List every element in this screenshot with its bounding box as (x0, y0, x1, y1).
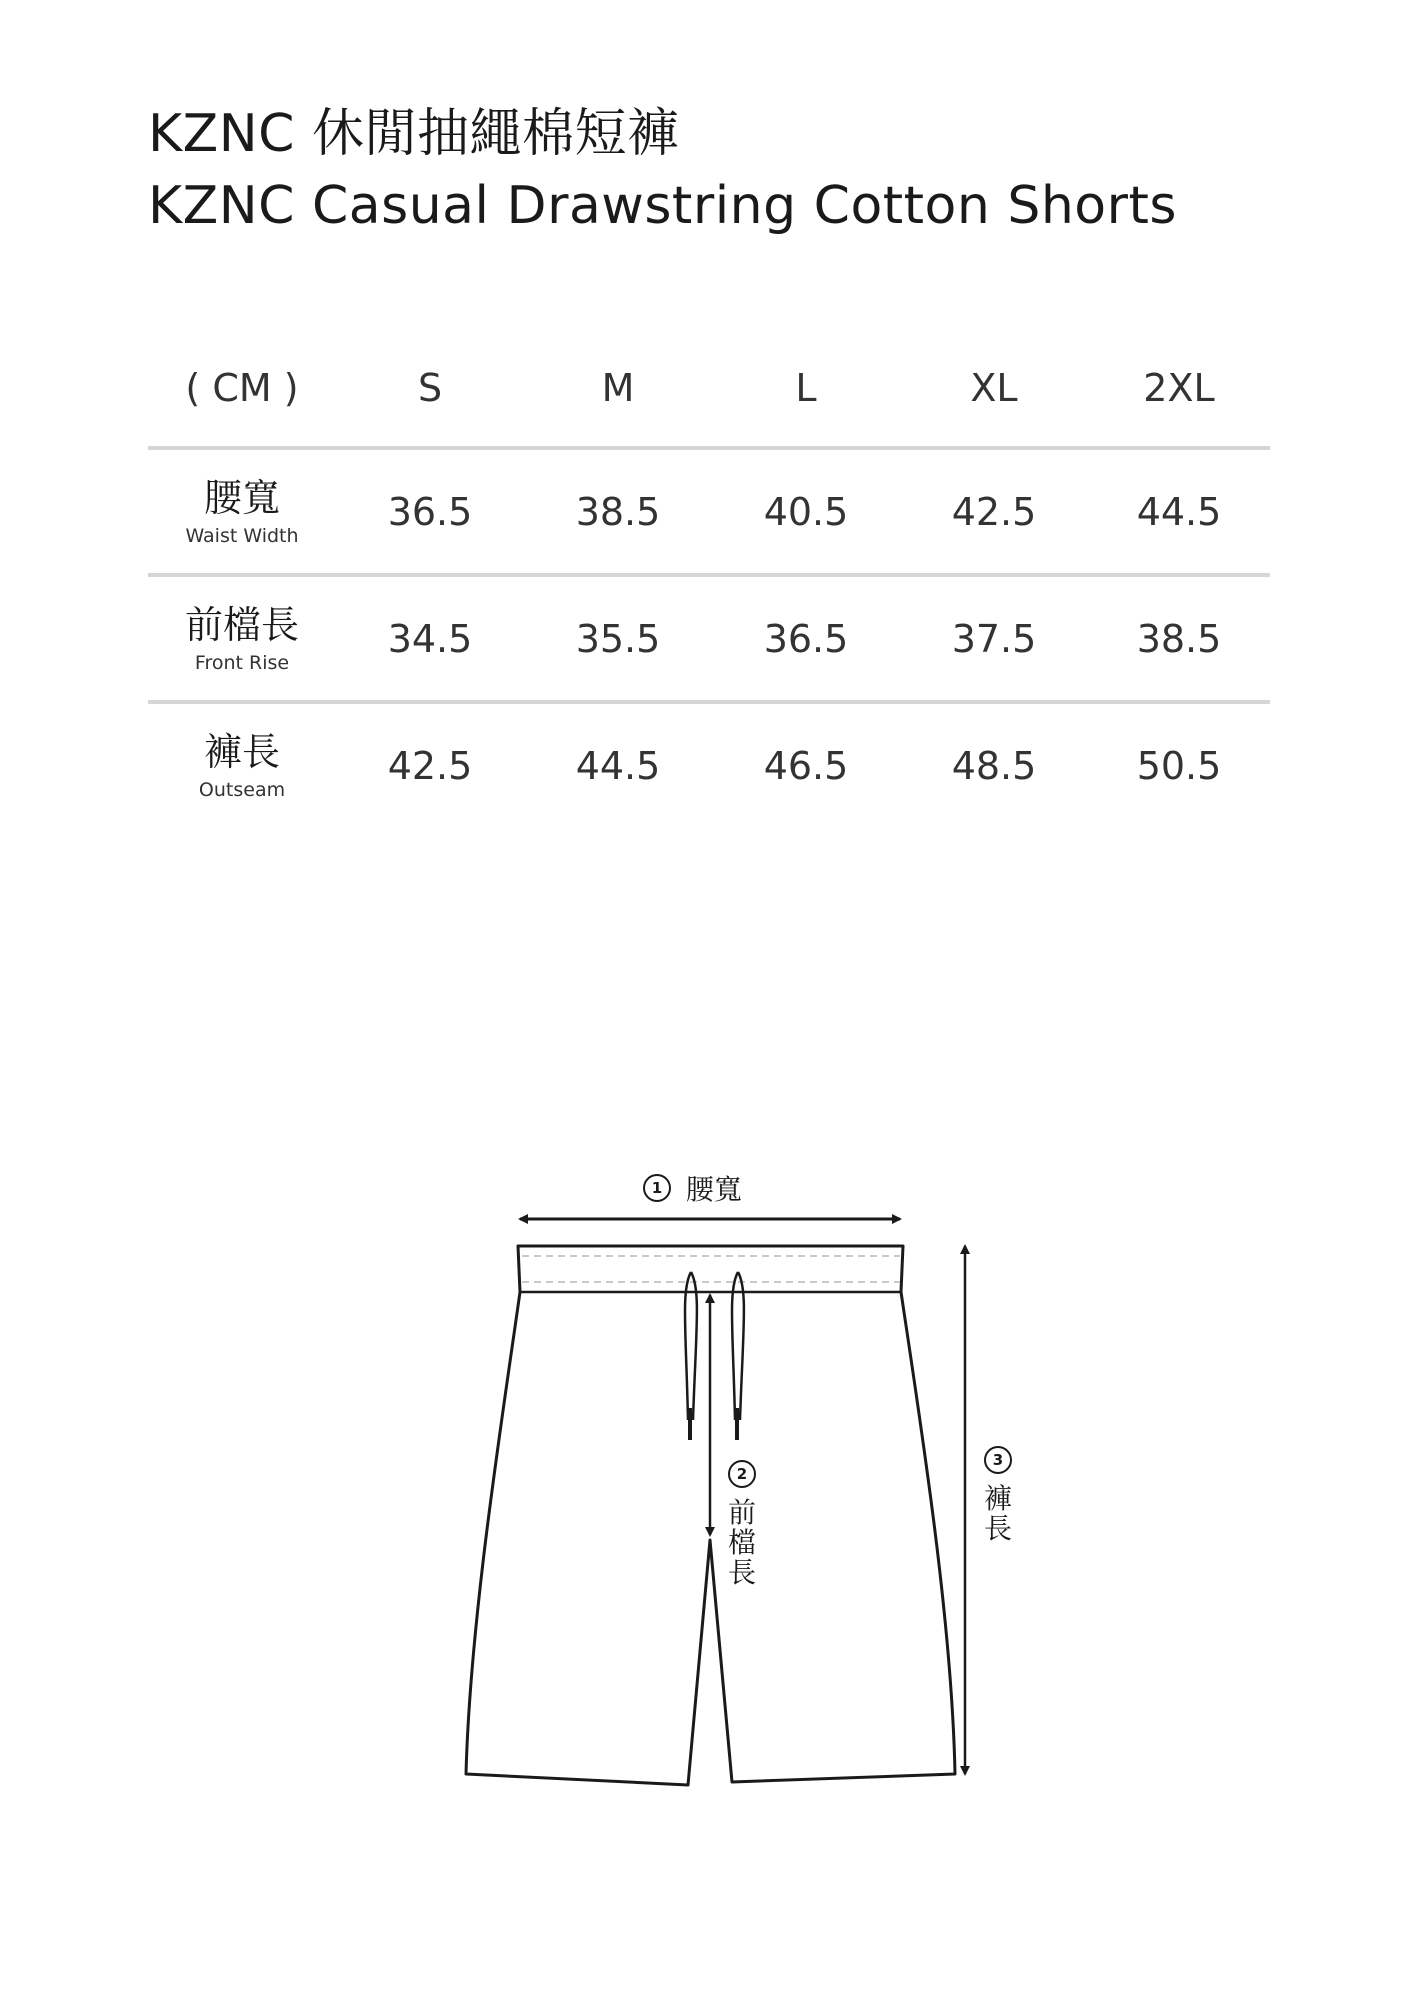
row-label-en: Waist Width (185, 524, 299, 547)
drawstring-right (732, 1272, 738, 1420)
unit-header: ( CM ) (185, 366, 299, 410)
row-label-en: Front Rise (194, 651, 290, 674)
row-label-zh: 褲長 (203, 729, 280, 774)
table-cell: 34.5 (387, 616, 473, 661)
number-circle-1: 1 (643, 1174, 671, 1202)
size-header-l: L (795, 366, 817, 410)
title-chinese: KZNC 休閒抽繩棉短褲 (148, 104, 680, 164)
table-cell: 36.5 (763, 616, 849, 661)
front-rise-char: 前 (728, 1496, 757, 1529)
outseam-char: 長 (984, 1512, 1013, 1545)
front-rise-char: 檔 (728, 1526, 757, 1559)
size-header-xl: XL (970, 366, 1018, 410)
size-header-s: S (417, 366, 443, 410)
table-cell: 48.5 (951, 743, 1037, 788)
row-label-zh: 前檔長 (184, 602, 299, 647)
front-rise-label (728, 1460, 756, 1588)
number-circle-2: 2 (728, 1460, 756, 1488)
drawstring-left (691, 1272, 697, 1420)
table-cell: 50.5 (1136, 743, 1222, 788)
waist-width-label (643, 1168, 742, 1208)
waist-width-text: 腰寬 (685, 1173, 742, 1206)
outseam-label (984, 1446, 1012, 1544)
table-cell: 36.5 (387, 489, 473, 534)
table-cell: 42.5 (951, 489, 1037, 534)
row-label-en: Outseam (198, 778, 286, 801)
title-english: KZNC Casual Drawstring Cotton Shorts (148, 176, 1177, 236)
table-cell: 44.5 (1136, 489, 1222, 534)
table-cell: 42.5 (387, 743, 473, 788)
table-cell: 38.5 (575, 489, 661, 534)
number-circle-3: 3 (984, 1446, 1012, 1474)
table-cell: 35.5 (575, 616, 661, 661)
table-cell: 40.5 (763, 489, 849, 534)
size-header-2xl: 2XL (1143, 366, 1215, 410)
table-cell: 38.5 (1136, 616, 1222, 661)
drawstring-left (685, 1272, 691, 1420)
table-cell: 44.5 (575, 743, 661, 788)
size-header-m: M (601, 366, 635, 410)
table-cell: 37.5 (951, 616, 1037, 661)
drawstring-right (738, 1272, 744, 1420)
row-label-zh: 腰寬 (203, 475, 280, 520)
table-cell: 46.5 (763, 743, 849, 788)
outseam-char: 褲 (984, 1482, 1013, 1515)
front-rise-char: 長 (728, 1556, 757, 1589)
